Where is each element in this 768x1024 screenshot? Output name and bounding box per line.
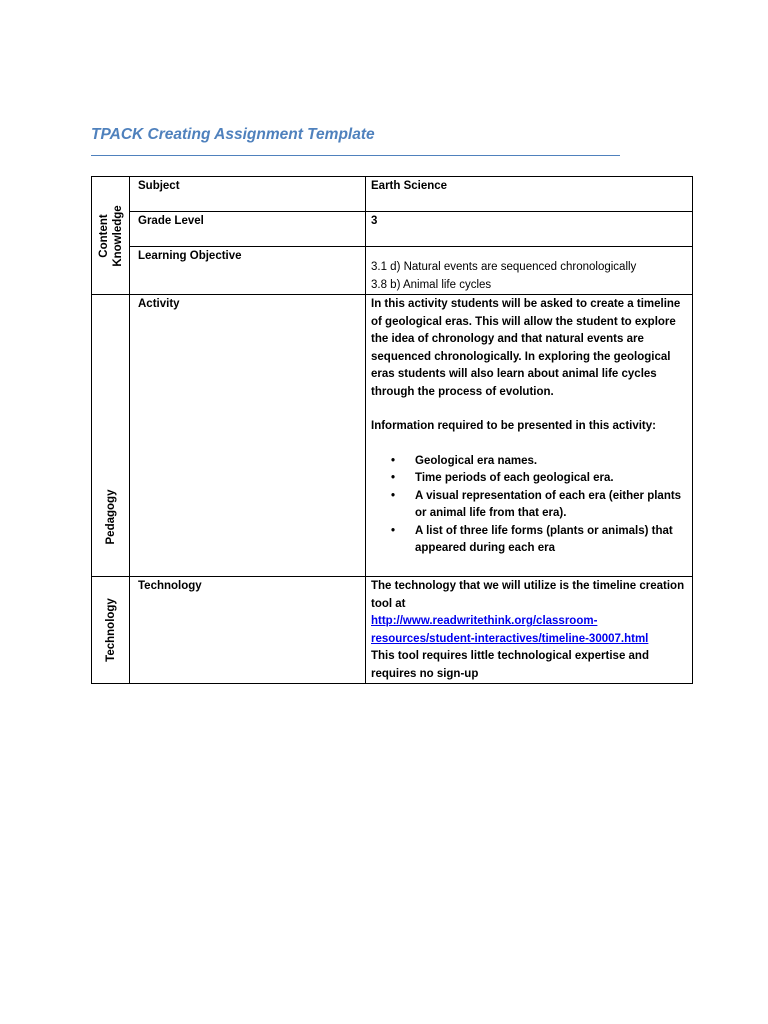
technology-value [366, 577, 693, 684]
title-underline [91, 155, 620, 156]
learning-objective-label: Learning Objective [130, 247, 366, 295]
table-row-technology [92, 577, 693, 684]
table-row-learning-objective [92, 247, 693, 295]
subject-label: Subject [130, 177, 366, 212]
grade-level-label: Grade Level [130, 212, 366, 247]
content-knowledge-label: Content Knowledge [97, 204, 124, 267]
list-item: • A visual representation of each era (either plants or animal life from that era). [415, 488, 686, 523]
learning-objective-value [366, 247, 693, 295]
technology-outro: This tool requires little technological expertise and requires no sign-up [371, 650, 649, 680]
activity-value [366, 295, 693, 577]
tpack-table [91, 176, 693, 684]
technology-intro: The technology that we will utilize is the timeline creation tool at [371, 580, 685, 610]
activity-bullet-list [371, 453, 686, 558]
list-item: • A list of three life forms (plants or animals) that appeared during each era [415, 523, 686, 558]
table-row-activity [92, 295, 693, 577]
table-row-subject [92, 177, 693, 212]
technology-label: Technology [130, 577, 366, 684]
section-pedagogy [92, 295, 130, 577]
activity-info-heading: Information required to be presented in this activity: [371, 420, 656, 432]
table-row-grade-level [92, 212, 693, 247]
objective-line-1: 3.1 d) Natural events are sequenced chronologically [371, 261, 637, 273]
section-technology [92, 577, 130, 684]
list-item: • Geological era names. [415, 453, 686, 471]
list-item: • Time periods of each geological era. [415, 470, 686, 488]
timeline-tool-link[interactable]: http://www.readwritethink.org/classroom-resources/student-interactives/timeline-30007.html [371, 615, 649, 645]
grade-level-value: 3 [366, 212, 693, 247]
activity-paragraph: In this activity students will be asked to create a timeline of geological eras. This will allow the student to explore the idea of chronology and that natural events are sequenced chronologically. In exploring the geological eras students will also learn about animal life cycles through the process of evolution. [371, 298, 681, 398]
activity-label: Activity [130, 295, 366, 577]
subject-value: Earth Science [366, 177, 693, 212]
objective-line-2: 3.8 b) Animal life cycles [371, 278, 492, 291]
pedagogy-label: Pedagogy [104, 489, 117, 545]
section-content-knowledge [92, 177, 130, 295]
technology-section-label: Technology [104, 598, 117, 662]
document-title: TPACK Creating Assignment Template [91, 126, 375, 143]
